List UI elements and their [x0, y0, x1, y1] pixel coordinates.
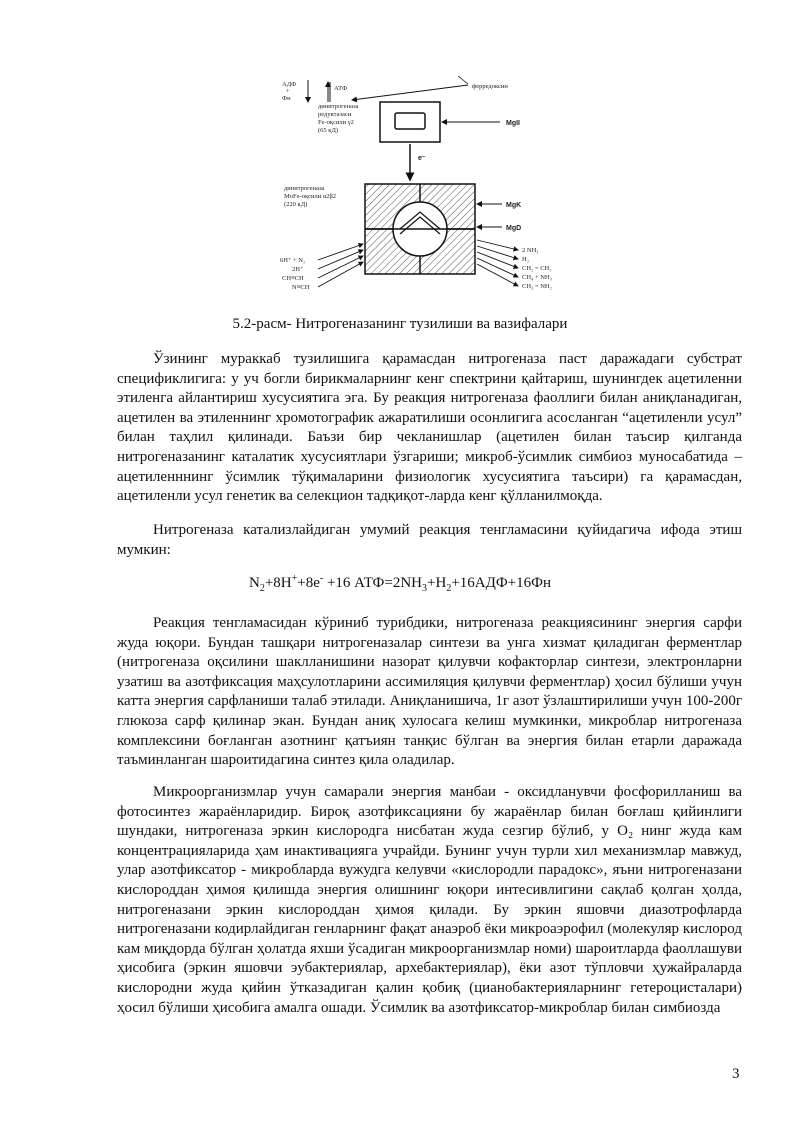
formula-sub: 3 [422, 583, 428, 594]
product-1: 2 NH₃ [522, 247, 539, 254]
atp-label: АТФ [334, 85, 348, 92]
mgd-label: MgD [506, 225, 522, 232]
product-5: CH₃ = NH₂ [522, 283, 552, 290]
formula-sub: 2 [446, 583, 452, 594]
formula-part: +16АДФ+16Фн [451, 575, 552, 591]
nitrogenase-diagram [240, 72, 580, 302]
fe-protein-cluster [395, 113, 425, 129]
product-3: CH₂ = CH₂ [522, 265, 552, 272]
formula-part: +8H [264, 575, 292, 591]
page-number: 3 [732, 1066, 740, 1082]
plus-label: + [286, 88, 290, 95]
paragraph-2-block [117, 521, 742, 560]
ferredoxin-label: ферредоксин [472, 83, 508, 90]
reductase-label-4: (65 кД) [318, 127, 339, 134]
product-arrow-1 [477, 240, 518, 250]
formula-sup: - [319, 573, 324, 584]
paragraph-3: Реакция тенгламасидан кўриниб турибдики, нитрогеназа реакциясининг энергия сарфи жуда юқори. Бундан ташқари нитрогеназалар синтези ва унга хизмат қиладиган ферментлар (нитрогеназа оқсилини шаклланишини назорат қилувчи кофакторлар синтези, электронларни узатиш ва азотфиксация маҳсулотларини ассимиляция қилувчи ферментлар) ҳосил бўлиши учун катта энергия сарфланиши талаб этилади. Аниқланишича, 1г азот ўзлаштирилиши учун 100-200г глюкоза сарф қилинар экан. Бундан аниқ хулосага келиш мумкинки, микроблар нитрогеназа комплексини боғланган азотнинг қатъиян танқис бўлган ва энергия билан етарли даражада таъминланган шароитидагина синтез қила оладилар. [117, 615, 742, 769]
formula-part: +H [427, 575, 447, 591]
substrate-2: 2H⁺ [292, 266, 304, 273]
nitrogenase-diagram-svg [240, 72, 580, 302]
formula-part: +16 АТФ=2NH [323, 575, 423, 591]
formula-part: +8e [297, 575, 320, 591]
paragraph-1: Ўзининг мураккаб тузилишига қарамасдан нитрогеназа паст даражадаги субстрат спецификлигига: у уч богли бирикмаларнинг кенг спектрини қайтариш, шунингдек ацетиленни этиленга айлантириш хусусиятига эга. Бу реакция нитрогеназа фаоллиги билан аниқланадиган, ацетилен ва этиленнинг хромотографик ажаратилиши осонлигига асосланган “ацетиленли усул” билан таҳлил қилинади. Баъзи бир чекланишлар (ацетилен билан таъсир қилганда нитрогеназанинг каталатик хусусиятлари ўзгариши; микроб-ўсимлик симбиоз муносабатида – ацетиленннинг ўсимлик тўқималарини физиологик хусусиятига таъсири) га қарамасдан, ацетиленли усул генетик ва селекцион тадқиқот-ларда кенг қўлланилмоқда. [117, 351, 742, 505]
dinitrogenase-label-2: MoFe-оқсили α2β2 [284, 193, 337, 200]
dinitrogenase-label-1: динитрогеназа [284, 185, 325, 192]
product-arrow-3 [477, 252, 518, 268]
ferredoxin-tick [458, 76, 468, 84]
ferredoxin-arrow [352, 85, 468, 100]
paragraph-2: Нитрогеназа катализлайдиган умумий реакция тенгламасини қуйидагича ифода этиш мумкин: [117, 522, 742, 558]
formula-sub: 2 [259, 583, 265, 594]
reductase-label-1: динитрогеназа [318, 103, 359, 110]
mgii-label: MgII [506, 120, 520, 127]
product-4: CH₄ + NH₃ [522, 274, 552, 281]
product-arrow-2 [477, 246, 518, 259]
paragraph-1-block [117, 350, 742, 507]
formula-sup: + [291, 573, 298, 584]
figure-caption: 5.2-расм- Нитрогеназанинг тузилиши ва вазифалари [232, 316, 568, 332]
reductase-label-3: Fe-оқсили γ2 [318, 119, 354, 126]
substrate-1: 6H⁺ + N₂ [280, 257, 306, 264]
paragraph-4: Микроорганизмлар учун самарали энергия манбаи - оксидланувчи фосфорилланиш ва фотосинтез жараёнларидир. Бироқ азотфиксацияни бу жараёнлар билан боғлаш қийинлиги шундаки, нитрогеназа эркин кислородга нисбатан жуда сезгир бўлиб, у O₂ нинг жуда кам концентрацияларида ҳам инактивацияга учрайди. Бунинг учун турли хил механизмлар мавжуд, улар азотфиксатор - микробларда вужудга келувчи «кислородли парадокс», яъни нитрогеназани кислороддан ҳимоя қилишда энергия олишнинг юқори интесивлигини сақлаб қолган ҳолда, нитрогеназани эркин кислороддан ҳимоя қилади. Бу эркин яшовчи диазотрофларда нитрогеназани кодирлайдиган генларнинг фақат анаэроб ёки микроаэрофил (молекуляр кислород кам миқдорда бўлган ҳолатда яхши ўсадиган микроорганизмлар номи) шароитларда фаоллашуви ҳисобига (эркин яшовчи эубактериялар, архебактериялар), ёки азот тўпловчи ҳужайраларда кислородни жуда қийин ўтказадиган қалин қобиқ (цианобактерияларнинг гетероцисталари) ҳосил бўлиши ҳисобига амалга ошади. Ўсимлик ва азотфиксатор-микроблар билан симбиозда [117, 784, 742, 1016]
substrate-3: CH≡CH [282, 275, 304, 282]
electron-label: e⁻ [418, 155, 426, 162]
adp-label: АДФ [282, 81, 297, 88]
dinitrogenase-label-3: (220 кД) [284, 201, 308, 208]
formula-part: N [248, 575, 260, 591]
pi-label: Фн [282, 95, 291, 102]
reaction-formula [0, 573, 800, 594]
paragraph-3-block [117, 614, 742, 771]
reductase-label-2: редуктазаси [318, 111, 352, 118]
substrate-4: N≡CH [292, 284, 310, 291]
paragraph-4-block [117, 783, 742, 1018]
product-2: H₂ [522, 256, 529, 263]
substrate-arrow-1 [318, 244, 363, 260]
mgk-label: MgK [506, 202, 522, 209]
